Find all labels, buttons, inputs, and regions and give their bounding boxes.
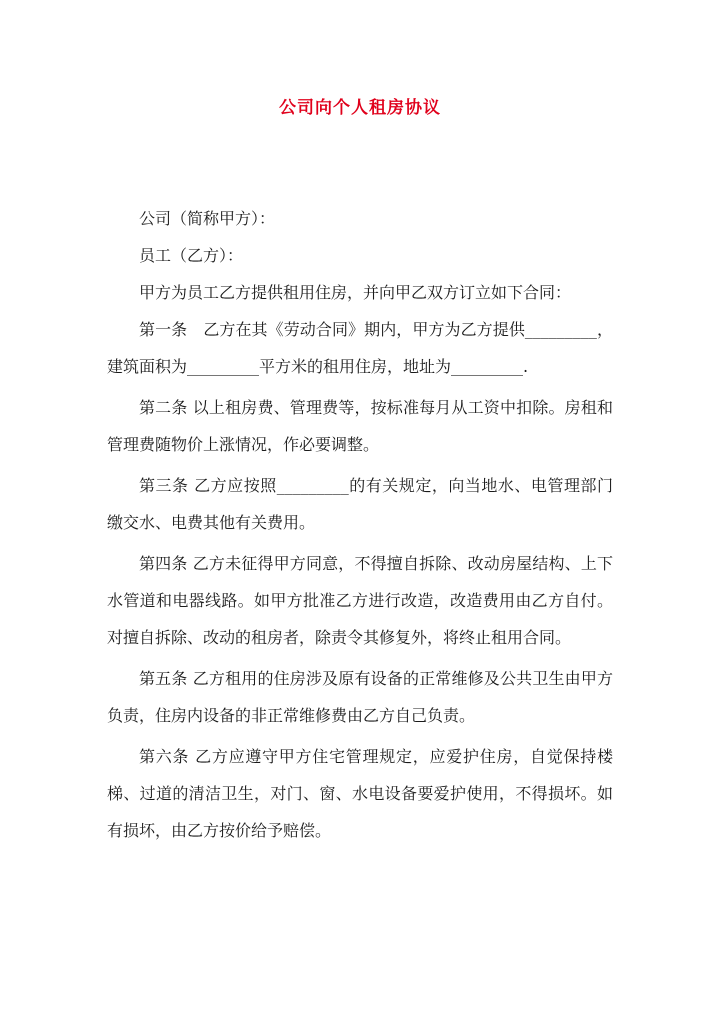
article-6: 第六条 乙方应遵守甲方住宅管理规定，应爱护住房，自觉保持楼梯、过道的清洁卫生，对门、窗、水电设备要爱护使用，不得损坏。如有损坏，由乙方按价给予赔偿。 (107, 747, 613, 840)
party-b-line: 员工（乙方）： (139, 246, 244, 265)
article-3: 第三条 乙方应按照_________的有关规定，向当地水、电管理部门缴交水、电费其他有关费用。 (107, 476, 613, 532)
intro-paragraph: 甲方为员工乙方提供租用住房，并向甲乙双方订立如下合同： (139, 283, 572, 302)
article-2: 第二条 以上租房费、管理费等，按标准每月从工资中扣除。房租和管理费随物价上涨情况，作必要调整。 (107, 398, 613, 454)
document-body (107, 200, 613, 849)
document-title: 公司向个人租房协议 (279, 98, 441, 118)
article-5: 第五条 乙方租用的住房涉及原有设备的正常维修及公共卫生由甲方负责，住房内设备的非正常维修费由乙方自己负责。 (107, 669, 613, 725)
article-1: 第一条 乙方在其《劳动合同》期内，甲方为乙方提供_________，建筑面积为_________平方米的租用住房，地址为_________. (107, 320, 613, 376)
party-a-line: 公司（简称甲方）： (139, 209, 276, 228)
article-4: 第四条 乙方未征得甲方同意，不得擅自拆除、改动房屋结构、上下水管道和电器线路。如甲方批准乙方进行改造，改造费用由乙方自付。对擅自拆除、改动的租房者，除责令其修复外，将终止租用合同。 (107, 554, 613, 647)
